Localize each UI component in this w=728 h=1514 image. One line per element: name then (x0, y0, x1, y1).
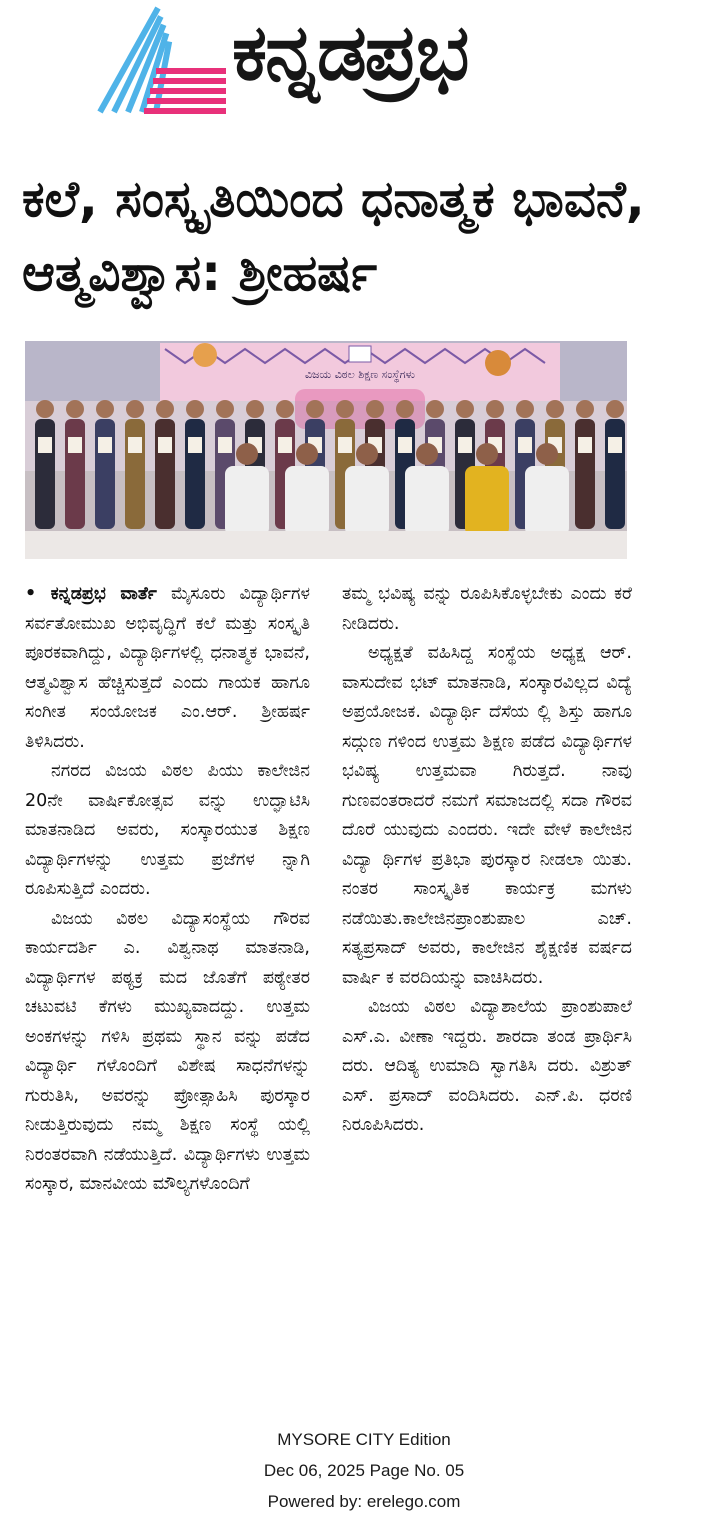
edition-label: MYSORE CITY Edition (277, 1430, 451, 1449)
triangle-stripes-logo-icon (96, 4, 230, 116)
article-paragraph-3-continued: ತಮ್ಮ ಭವಿಷ್ಯ ವನ್ನು ರೂಪಿಸಿಕೊಳ್ಳಬೇಕು ಎಂದು ಕರೆ ನೀಡಿದರು. (342, 584, 632, 634)
article-column-2 (342, 580, 632, 1141)
article-column-1 (25, 580, 310, 1200)
article-paragraph-3: ವಿಜಯ ವಿಠಲ ವಿದ್ಯಾಸಂಸ್ಥೆಯ ಗೌರವ ಕಾರ್ಯದರ್ಶಿ ಎ. ವಿಶ್ವನಾಥ ಮಾತನಾಡಿ, ವಿದ್ಯಾರ್ಥಿಗಳ ಪಠ್ಯಕ್ರ ಮದ ಜೊತೆಗೆ ಪಠ್ಯೇತರ ಚಟುವಟಿ ಕೆಗಳು ಮುಖ್ಯವಾದದ್ದು. ಉತ್ತಮ ಅಂಕಗಳನ್ನು ಗಳಿಸಿ ಪ್ರಥಮ ಸ್ಥಾನ ವನ್ನು ಪಡೆದ ವಿದ್ಯಾರ್ಥಿ ಗಳೊಂದಿಗೆ ವಿಶೇಷ ಸಾಧನೆಗಳನ್ನು ಗುರುತಿಸಿ, ಅವರನ್ನು ಪ್ರೋತ್ಸಾಹಿಸಿ ಪುರಸ್ಕಾರ ನೀಡುತ್ತಿರುವುದು ನಮ್ಮ ಶಿಕ್ಷಣ ಸಂಸ್ಥೆ ಯಲ್ಲಿ ನಿರಂತರವಾಗಿ ನಡೆಯುತ್ತಿದೆ. ವಿದ್ಯಾರ್ಥಿಗಳು ಉತ್ತಮ ಸಂಸ್ಕಾರ, ಮಾನವೀಯ ಮೌಲ್ಯಗಳೊಂದಿಗೆ (25, 908, 310, 1194)
article-paragraph-1: ವಿದ್ಯಾರ್ಥಿಗಳ ಸರ್ವತೋಮುಖ ಅಭಿವೃದ್ಧಿಗೆ ಕಲೆ ಮತ್ತು ಸಂಸ್ಕೃತಿ ಪೂರಕವಾಗಿದ್ದು, ವಿದ್ಯಾರ್ಥಿಗಳಲ್ಲಿ ಧನಾತ್ಮಕ ಭಾವನೆ, ಆತ್ಮವಿಶ್ವಾಸ ಹೆಚ್ಚಿಸುತ್ತದೆ ಎಂದು ಗಾಯಕ ಹಾಗೂ ಸಂಗೀತ ಸಂಯೋಜಕ ಎಂ.ಆರ್. ಶ್ರೀಹರ್ಷ ತಿಳಿಸಿದರು. (25, 584, 310, 752)
photo-banner-text: ವಿಜಯ ವಿಠಲ ಶಿಕ್ಷಣ ಸಂಸ್ಥೆಗಳು (304, 368, 416, 381)
headline: ಕಲೆ, ಸಂಸ್ಕೃತಿಯಿಂದ ಧನಾತ್ಮಕ ಭಾವನೆ, ಆತ್ಮವಿಶ್ವಾಸ: ಶ್ರೀಹರ್ಷ (22, 170, 645, 302)
event-photo-illustration (25, 341, 627, 559)
newspaper-logo-text: ಕನ್ನಡಪ್ರಭ (232, 8, 468, 98)
dateline: ಮೈಸೂರು (170, 584, 226, 604)
date-page-label: Dec 06, 2025 Page No. 05 (263, 1461, 465, 1480)
byline: • ಕನ್ನಡಪ್ರಭ ವಾರ್ತೆ (25, 584, 157, 604)
article-paragraph-2: ನಗರದ ವಿಜಯ ವಿಠಲ ಪಿಯು ಕಾಲೇಜಿನ 20ನೇ ವಾರ್ಷಿಕೋತ್ಸವ ವನ್ನು ಉದ್ಘಾಟಿಸಿ ಮಾತನಾಡಿದ ಅವರು, ಸಂಸ್ಕಾರಯುತ ಶಿಕ್ಷಣ ವಿದ್ಯಾರ್ಥಿಗಳನ್ನು ಉತ್ತಮ ಪ್ರಜೆಗಳ ನ್ನಾಗಿ ರೂಪಿಸುತ್ತಿದೆ ಎಂದರು. (25, 761, 310, 899)
masthead (0, 0, 728, 130)
article-paragraph-5: ವಿಜಯ ವಿಠಲ ವಿದ್ಯಾಶಾಲೆಯ ಪ್ರಾಂಶುಪಾಲೆ ಎಸ್.ಎ. ವೀಣಾ ಇದ್ದರು. ಶಾರದಾ ತಂಡ ಪ್ರಾರ್ಥಿಸಿ ದರು. ಆದಿತ್ಯ ಉಮಾದಿ ಸ್ವಾಗತಿಸಿ ದರು. ವಿಶ್ರುತ್ ಎಸ್. ಪ್ರಸಾದ್ ವಂದಿಸಿದರು. ಎನ್.ಪಿ. ಧರಣಿ ನಿರೂಪಿಸಿದರು. (342, 997, 632, 1135)
article-paragraph-4: ಅಧ್ಯಕ್ಷತೆ ವಹಿಸಿದ್ದ ಸಂಸ್ಥೆಯ ಅಧ್ಯಕ್ಷ ಆರ್. ವಾಸುದೇವ ಭಟ್ ಮಾತನಾಡಿ, ಸಂಸ್ಕಾರವಿಲ್ಲದ ವಿದ್ಯೆ ಅಪ್ರಯೋಜಕ. ವಿದ್ಯಾರ್ಥಿ ದೆಸೆಯ ಲ್ಲಿ ಶಿಸ್ತು ಹಾಗೂ ಸದ್ಗುಣ ಗಳಿಂದ ಉತ್ತಮ ಶಿಕ್ಷಣ ಪಡೆದ ವಿದ್ಯಾರ್ಥಿಗಳ ಭವಿಷ್ಯ ಉತ್ತಮವಾ ಗಿರುತ್ತದೆ. ನಾವು ಗುಣವಂತರಾದರೆ ನಮಗೆ ಸಮಾಜದಲ್ಲಿ ಸದಾ ಗೌರವ ದೊರೆ ಯುವುದು ಎಂದರು. ಇದೇ ವೇಳೆ ಕಾಲೇಜಿನ ವಿದ್ಯಾ ರ್ಥಿಗಳ ಪ್ರತಿಭಾ ಪುರಸ್ಕಾರ ನೀಡಲಾ ಯಿತು. ನಂತರ ಸಾಂಸ್ಕೃತಿಕ ಕಾರ್ಯಕ್ರ ಮಗಳು ನಡೆಯಿತು.ಕಾಲೇಜಿನಪ್ರಾಂಶುಪಾಲ ಎಚ್. ಸತ್ಯಪ್ರಸಾದ್ ಅವರು, ಕಾಲೇಜಿನ ಶೈಕ್ಷಣಿಕ ವರ್ಷದ ವಾರ್ಷಿ ಕ ವರದಿಯನ್ನು ವಾಚಿಸಿದರು. (342, 643, 632, 988)
event-photo (25, 341, 627, 559)
powered-by-label: Powered by: erelego.com (267, 1492, 461, 1511)
